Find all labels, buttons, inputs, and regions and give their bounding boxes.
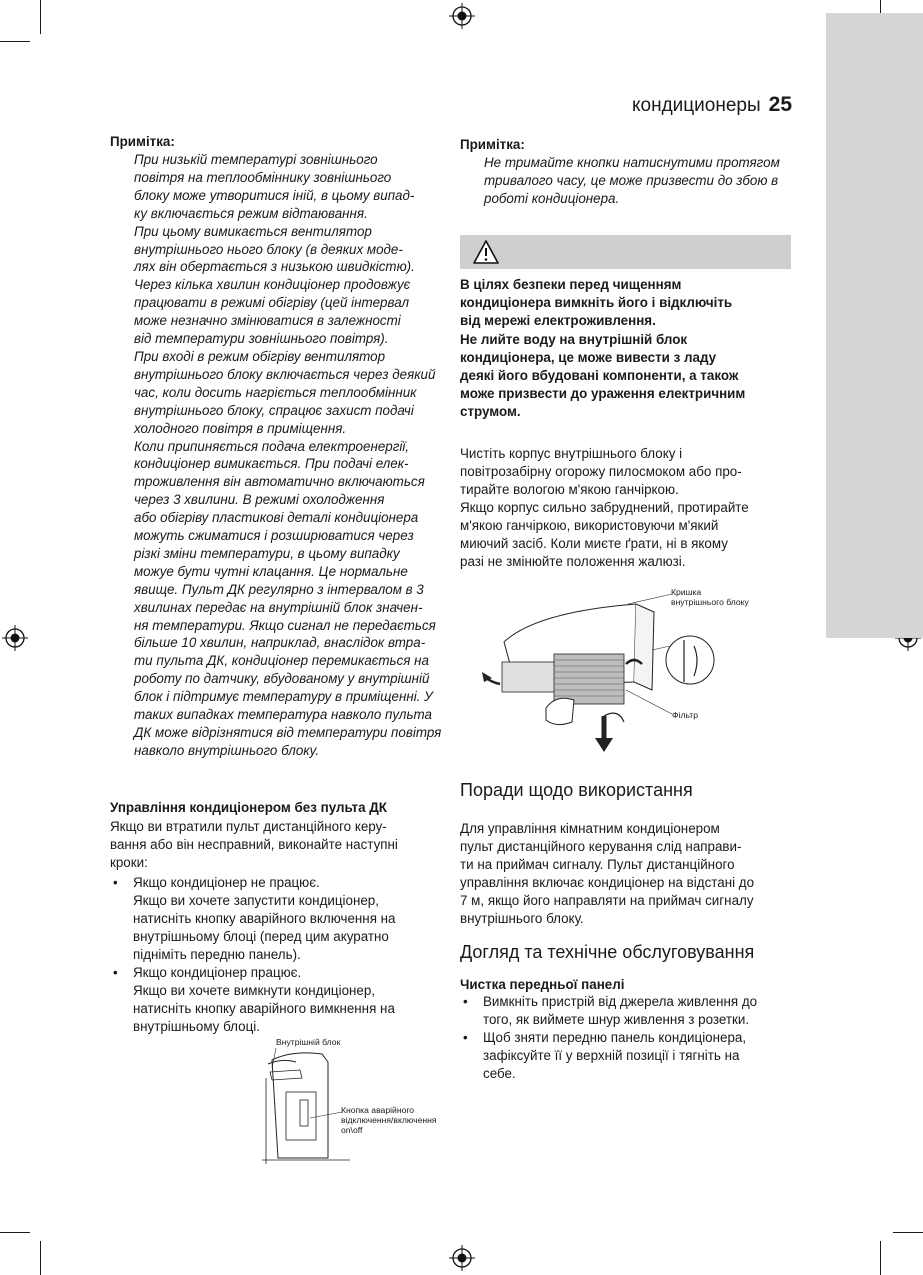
text-line: від мережі електроживлення. <box>460 313 656 329</box>
text-line: тривалого часу, це може призвести до збою в <box>484 172 779 188</box>
indoor-unit-illustration <box>262 1048 352 1166</box>
text-line: ня температури. Якщо сигнал не передається <box>134 617 436 633</box>
cleaning-text <box>460 445 800 571</box>
text-line: Для управління кімнатним кондиціонером <box>460 821 720 836</box>
warning-icon <box>472 239 500 265</box>
text-line: може незначно змінюватися в залежності <box>134 313 401 329</box>
care-title: Догляд та технічне обслуговування <box>460 942 755 962</box>
text-line: холодного повітря в приміщення. <box>134 420 347 436</box>
text-line: роботу по датчику, вбудованому у внутрішній <box>134 671 430 687</box>
text-line: • Щоб зняти передню панель кондиціонера, <box>483 1030 747 1045</box>
text-line: Кришка <box>671 587 702 597</box>
text-line: таких випадках температура навколо пульта <box>134 707 432 723</box>
note-title: Примітка: <box>110 134 175 149</box>
text-line: блок і підтримує температуру в приміщенні. У <box>134 689 433 705</box>
filter-removal-illustration <box>476 590 716 752</box>
crop-mark <box>0 41 30 42</box>
text-line: того, як виймете шнур живлення з розетки. <box>483 1012 750 1027</box>
text-line: ДК може відрізнятися від температури повітря <box>134 725 442 740</box>
section-title: Управління кондиціонером без пульта ДК <box>110 800 387 815</box>
text-line: Якщо ви втратили пульт дистанційного керу- <box>110 819 387 834</box>
text-line: деякі його вбудовані компоненти, а також <box>460 368 739 384</box>
text-line: від температури зовнішнього повітря). <box>134 331 389 347</box>
text-line: вання або він несправний, виконайте наступні <box>110 837 398 852</box>
care-bullet-list <box>460 993 800 1083</box>
page-header <box>632 93 792 117</box>
text-line: кондиціонер вимикається. При подачі елек- <box>134 456 409 472</box>
list-item <box>460 993 800 1029</box>
text-line: лях він обертається з низькою швидкістю). <box>134 259 415 275</box>
text-line: або обігріву пластикові деталі кондиціонера <box>134 510 419 526</box>
text-line: працювати в режимі обігріву (цей інтервал <box>134 295 410 311</box>
text-line: себе. <box>483 1066 516 1081</box>
registration-mark-bottom <box>449 1245 475 1271</box>
text-line: В цілях безпеки перед чищенням <box>460 277 682 292</box>
crop-mark <box>0 1232 30 1233</box>
registration-mark-left <box>2 625 28 651</box>
text-line: ти пульта ДК, кондиціонер перемикається на <box>134 653 429 669</box>
text-line: повітря на теплообміннику зовнішнього <box>134 169 392 185</box>
text-line: Не тримайте кнопки натиснутими протягом <box>484 155 780 170</box>
text-line: час, коли досить нагріється теплообмінник <box>134 384 417 400</box>
care-subtitle: Чистка передньої панелі <box>460 977 625 992</box>
text-line: внутрішньому блоці (перед цим акуратно <box>133 929 389 944</box>
text-line: внутрішнього блоку. <box>460 911 584 926</box>
list-item <box>460 1029 800 1083</box>
tips-text <box>460 820 800 928</box>
text-line: може призвести до ураження електричним <box>460 386 746 402</box>
text-line: троживлення він автоматично включаються <box>134 474 425 490</box>
text-line: роботі кондиціонера. <box>484 190 620 206</box>
registration-mark-top <box>449 3 475 29</box>
figure-label-button <box>341 1105 451 1135</box>
text-line: внутрішнього нього блоку (в деяких моде- <box>134 241 403 257</box>
crop-mark <box>880 1241 881 1275</box>
text-line: різкі зміни температури, в цьому випадку <box>134 545 400 561</box>
note-text <box>134 151 454 760</box>
text-line: При низькій температурі зовнішнього <box>134 152 378 167</box>
text-line: струмом. <box>460 404 521 420</box>
text-line: миючий засіб. Коли миєте ґрати, ні в якому <box>460 536 728 551</box>
text-line: кондиціонера, це може вивести з ладу <box>460 349 717 365</box>
text-line: Через кілька хвилин кондиціонер продовжує <box>134 277 411 293</box>
crop-mark <box>40 0 41 34</box>
note2-title: Примітка: <box>460 137 525 152</box>
figure-label-filter: Фільтр <box>672 710 698 720</box>
text-line: Не лийте воду на внутрішній блок <box>460 331 688 347</box>
text-line: 7 м, якщо його направляти на приймач сигналу <box>460 893 754 908</box>
warning-text <box>460 276 800 422</box>
text-line: Якщо ви хочете вимкнути кондиціонер, <box>133 983 376 998</box>
crop-mark <box>893 1232 923 1233</box>
text-line: хвилинах передає на внутрішній блок значен- <box>134 599 423 615</box>
text-line: натисніть кнопку аварійного вимкнення на <box>133 1001 395 1016</box>
text-line: управління включає кондиціонер на відстані до <box>460 875 755 890</box>
side-tab <box>826 13 923 638</box>
text-line: on\off <box>341 1125 363 1135</box>
list-item <box>110 964 440 1036</box>
text-line: Коли припиняється подача електроенергії, <box>134 438 409 454</box>
tips-title: Поради щодо використання <box>460 780 693 800</box>
text-line: внутрішнього блоку <box>671 597 749 607</box>
figure-label-unit: Внутрішній блок <box>276 1037 341 1047</box>
text-line: підніміть передню панель). <box>133 947 301 962</box>
section-intro <box>110 818 440 872</box>
text-line: м'якою ганчіркою, використовуючи м'який <box>460 518 719 533</box>
crop-mark <box>40 1241 41 1275</box>
text-line: тирайте вологою м'якою ганчіркою. <box>460 482 679 497</box>
text-line: зафіксуйте її у верхній позиції і тягніть на <box>483 1048 740 1063</box>
text-line: Якщо корпус сильно забруднений, протирайте <box>460 500 749 515</box>
text-line: • Вимкніть пристрій від джерела живлення до <box>483 994 758 1009</box>
text-line: кондиціонера вимкніть його і відключіть <box>460 295 733 311</box>
text-line: блоку може утворитися іній, в цьому випад- <box>134 187 415 203</box>
text-line: явище. Пульт ДК регулярно з інтервалом в 3 <box>134 581 424 597</box>
header-title: кондиционеры <box>632 95 761 116</box>
text-line: внутрішнього блоку, спрацює захист подачі <box>134 402 414 418</box>
text-line: ти на приймач сигналу. Пульт дистанційного <box>460 857 735 872</box>
text-line: через 3 хвилини. В режимі охолодження <box>134 492 385 508</box>
page-number: 25 <box>768 93 792 116</box>
text-line: повітрозабірну огорожу пилосмоком або про- <box>460 464 742 479</box>
list-item <box>110 874 440 964</box>
text-line: • Якщо кондиціонер працює. <box>133 965 302 980</box>
text-line: пульт дистанційного керування слід направи- <box>460 839 742 854</box>
warning-bar <box>460 235 791 269</box>
text-line: навколо внутрішнього блоку. <box>134 742 320 758</box>
text-line: відключення/включення <box>341 1115 437 1125</box>
text-line: можуе бути чутні клацання. Це нормальне <box>134 563 408 579</box>
text-line: Чистіть корпус внутрішнього блоку і <box>460 446 683 461</box>
text-line: кроки: <box>110 855 148 870</box>
text-line: більше 10 хвилин, наприклад, внаслідок втра- <box>134 635 426 651</box>
text-line: Кнопка аварійного <box>341 1105 415 1115</box>
text-line: ку включається режим відтаювання. <box>134 205 368 221</box>
section-bullet-list <box>110 874 440 1036</box>
text-line: При вході в режим обігріву вентилятор <box>134 348 386 364</box>
text-line: можуть сжиматися і розширюватися через <box>134 528 414 544</box>
text-line: внутрішнього блоку включається через деякий <box>134 366 436 382</box>
text-line: внутрішньому блоці. <box>133 1019 260 1034</box>
text-line: • Якщо кондиціонер не працює. <box>133 875 320 890</box>
text-line: При цьому вимикається вентилятор <box>134 223 372 239</box>
text-line: разі не змінюйте положення жалюзі. <box>460 554 686 569</box>
note2-text <box>484 154 804 208</box>
text-line: натисніть кнопку аварійного включення на <box>133 911 396 926</box>
text-line: Якщо ви хочете запустити кондиціонер, <box>133 893 379 908</box>
